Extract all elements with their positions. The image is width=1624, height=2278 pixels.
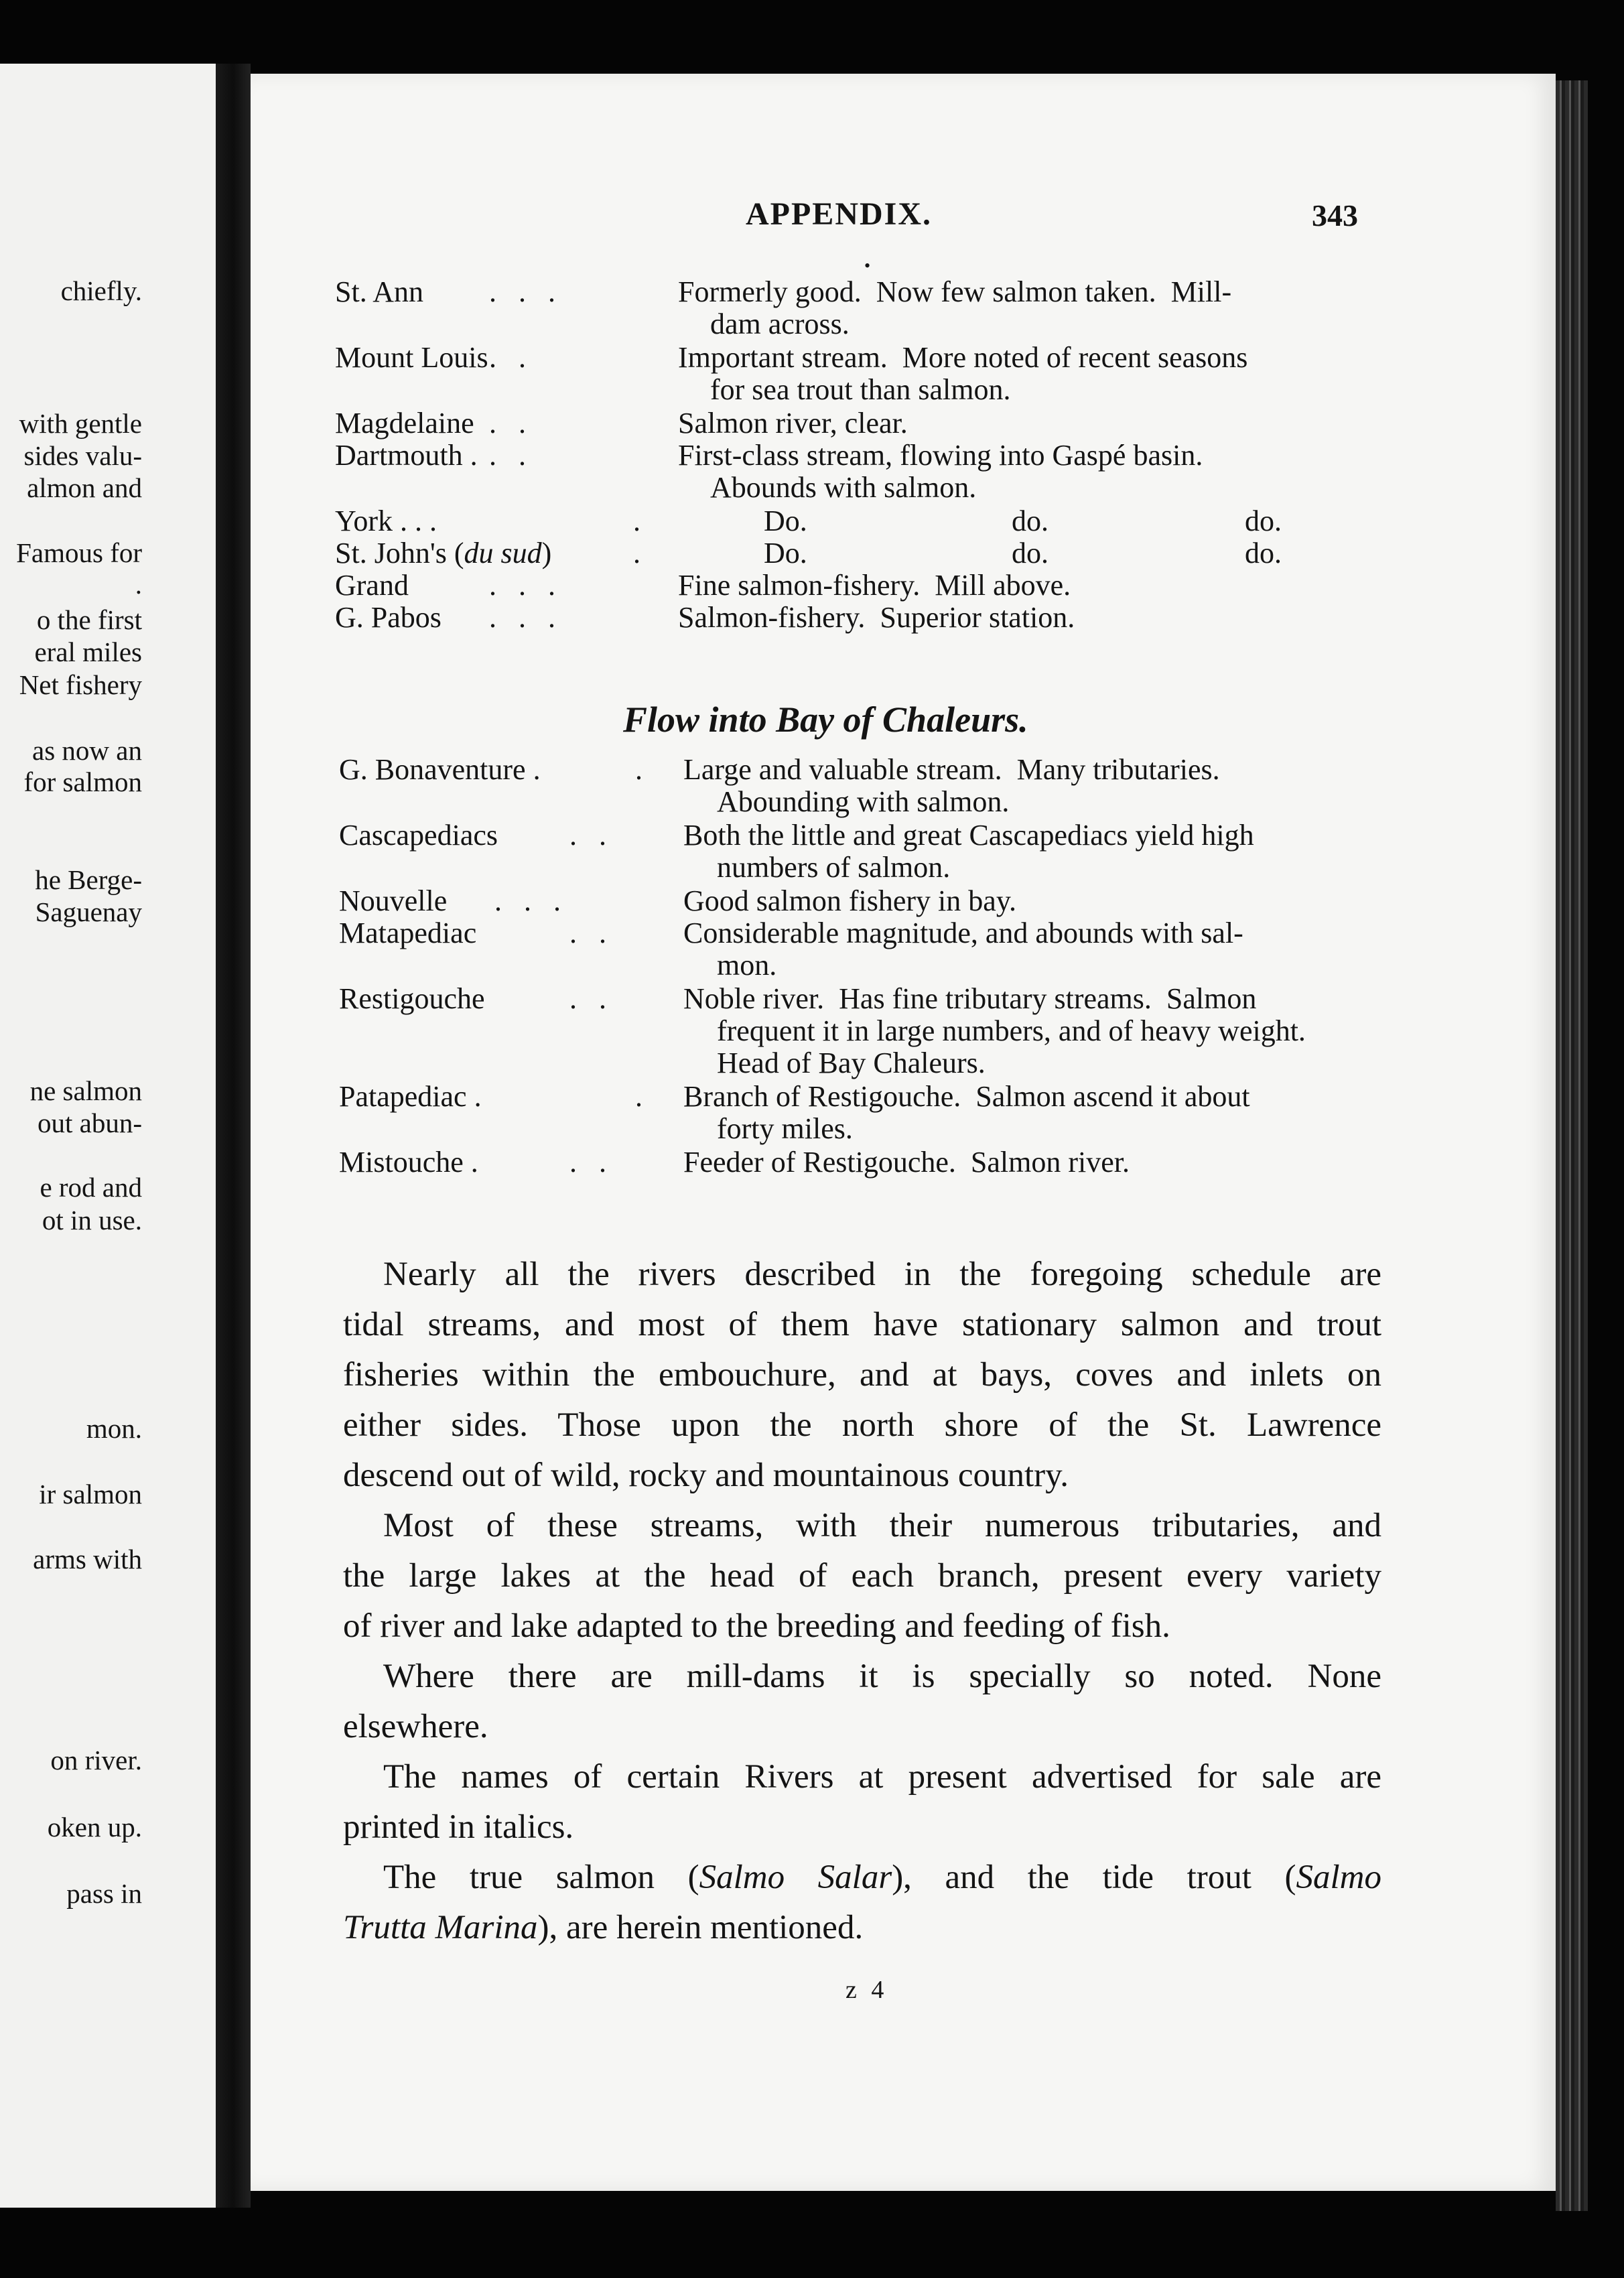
ditto-mark: Do. <box>764 537 807 570</box>
river-description: Important stream. More noted of recent seasons <box>678 341 1248 374</box>
signature-mark: z 4 <box>845 1976 888 2004</box>
river-description-cont: dam across. <box>710 308 850 340</box>
river-name: G. Pabos <box>335 601 442 634</box>
river-name: Patapediac . <box>339 1080 482 1113</box>
text-line: the large lakes at the head of each branch, present every variety <box>343 1557 1381 1595</box>
italic-term: Salmo Salar <box>699 1859 892 1896</box>
river-description-cont: for sea trout than salmon. <box>710 373 1011 406</box>
left-page-line <box>0 1174 216 1201</box>
river-name: G. Bonaventure . <box>339 753 541 786</box>
left-page-line <box>0 1110 216 1137</box>
paragraph-2 <box>343 1501 1381 1652</box>
book-binding <box>216 64 251 2208</box>
text-run: ), and the tide trout ( <box>892 1859 1296 1896</box>
left-page-line <box>0 636 216 667</box>
section-heading: Flow into Bay of Chaleurs. <box>623 699 1028 740</box>
leader-dots: . <box>635 1080 642 1113</box>
left-page-line <box>0 474 216 502</box>
leader-dots: . . <box>489 407 526 440</box>
left-page-line-text: sides valu- <box>23 440 142 471</box>
paragraph-5 <box>343 1853 1381 1953</box>
left-page-line <box>0 768 216 796</box>
text-line: either sides. Those upon the north shore of the St. Lawrence <box>343 1406 1381 1444</box>
paragraph-1 <box>343 1250 1381 1501</box>
left-page-line-text: for salmon <box>23 766 142 797</box>
italic-term: Trutta Marina <box>343 1909 538 1946</box>
text-line: fisheries within the embouchure, and at bays, coves and inlets on <box>343 1356 1381 1394</box>
left-page-line <box>0 671 216 699</box>
river-name: Dartmouth . <box>335 439 478 472</box>
river-description-cont: numbers of salmon. <box>717 851 951 884</box>
leader-dots: . . . <box>489 275 555 308</box>
text-line: descend out of wild, rocky and mountainous country. <box>343 1457 1069 1494</box>
river-name: Nouvelle <box>339 884 448 917</box>
left-page-line-text: Saguenay <box>35 896 142 927</box>
left-page-line <box>0 1747 216 1774</box>
river-name: Matapediac <box>339 917 477 949</box>
leader-dots: . . . <box>494 884 561 917</box>
leader-dots: . <box>635 753 642 786</box>
left-page-line <box>0 1546 216 1573</box>
left-page-line <box>0 866 216 894</box>
river-description-cont: Abounding with salmon. <box>717 785 1010 818</box>
leader-dots: . . . <box>489 601 555 634</box>
leader-dots: . . <box>569 982 606 1015</box>
left-page-line-text: ne salmon <box>29 1075 142 1106</box>
left-page-line-text: eral miles <box>34 636 142 667</box>
ditto-mark: do. <box>1012 537 1048 570</box>
river-description: Salmon-fishery. Superior station. <box>678 601 1075 634</box>
text-line: Nearly all the rivers described in the foregoing schedule are <box>383 1256 1381 1293</box>
river-name: Magdelaine <box>335 407 474 440</box>
bullet-mark: • <box>864 256 871 275</box>
left-page-line <box>0 737 216 764</box>
river-name: Grand <box>335 569 409 602</box>
river-description: Feeder of Restigouche. Salmon river. <box>683 1146 1130 1179</box>
leader-dots: . . <box>569 917 606 949</box>
river-name: Mount Louis <box>335 341 488 374</box>
river-name-text: St. John's ( <box>335 537 464 570</box>
river-name: York . . . <box>335 505 437 537</box>
left-page-line-text: mon. <box>86 1413 142 1444</box>
left-page-line-text: almon and <box>27 472 142 503</box>
left-page-line-text: o the first <box>36 604 142 635</box>
leader-dots: . <box>633 505 640 537</box>
ditto-mark: do. <box>1012 505 1048 537</box>
left-page-line <box>0 539 216 567</box>
river-description: First-class stream, flowing into Gaspé basin. <box>678 439 1203 472</box>
text-line: printed in italics. <box>343 1808 574 1846</box>
left-page-line-text: e rod and <box>40 1172 142 1203</box>
paragraph-3 <box>343 1652 1381 1752</box>
left-page-line <box>0 277 216 305</box>
text-line: Most of these streams, with their numerous tributaries, and <box>383 1507 1381 1544</box>
left-page-line-text: oken up. <box>47 1812 142 1842</box>
river-description: Large and valuable stream. Many tributaries. <box>683 753 1220 786</box>
left-page-line <box>0 571 216 598</box>
left-page-line-text: . <box>135 569 142 600</box>
text-line <box>343 1853 1381 1903</box>
text-line: The names of certain Rivers at present advertised for sale are <box>383 1758 1381 1796</box>
text-line: Where there are mill-dams it is specially so noted. None <box>383 1658 1381 1695</box>
page-edge <box>1556 80 1588 2211</box>
river-name: Mistouche . <box>339 1146 478 1179</box>
river-name: St. Ann <box>335 275 424 308</box>
leader-dots: . . <box>569 819 606 852</box>
text-line <box>343 1903 1381 1953</box>
leader-dots: . . <box>489 439 526 472</box>
left-page-line-text: chiefly. <box>60 275 142 306</box>
left-page-line <box>0 1415 216 1443</box>
left-page-line-text: Net fishery <box>19 669 142 700</box>
running-title: APPENDIX. <box>746 196 932 232</box>
river-description-cont: forty miles. <box>717 1112 853 1145</box>
river-name: Cascapediacs <box>339 819 498 852</box>
left-facing-page <box>0 64 216 2208</box>
river-description: Considerable magnitude, and abounds with sal- <box>683 917 1243 949</box>
left-page-line <box>0 1207 216 1234</box>
river-description: Noble river. Has fine tributary streams. Salmon <box>683 982 1257 1015</box>
river-description: Fine salmon-fishery. Mill above. <box>678 569 1071 602</box>
river-name <box>335 537 551 570</box>
river-name: Restigouche <box>339 982 485 1015</box>
ditto-mark: do. <box>1245 505 1282 537</box>
left-page-line-text: as now an <box>32 735 142 766</box>
river-description: Formerly good. Now few salmon taken. Mill- <box>678 275 1232 308</box>
text-line: tidal streams, and most of them have stationary salmon and trout <box>343 1306 1381 1343</box>
left-page-line <box>0 898 216 926</box>
italic-term: Salmo <box>1296 1859 1381 1896</box>
left-page-line <box>0 1481 216 1508</box>
leader-dots: . <box>633 537 640 570</box>
left-page-line-text: out abun- <box>38 1108 142 1138</box>
river-description-cont: frequent it in large numbers, and of heavy weight. <box>717 1014 1306 1047</box>
leader-dots: . . <box>569 1146 606 1179</box>
left-page-line <box>0 1814 216 1841</box>
left-page-line-text: on river. <box>50 1745 142 1776</box>
river-description: Both the little and great Cascapediacs yield high <box>683 819 1254 852</box>
river-description-cont: Head of Bay Chaleurs. <box>717 1047 986 1079</box>
river-description-cont: mon. <box>717 949 777 982</box>
left-page-line-text: he Berge- <box>35 864 142 895</box>
paragraph-4 <box>343 1752 1381 1853</box>
left-page-line <box>0 410 216 438</box>
text-run: The true salmon ( <box>383 1859 699 1896</box>
ditto-mark: Do. <box>764 505 807 537</box>
river-name-italic: du sud <box>464 537 542 570</box>
river-description: Branch of Restigouche. Salmon ascend it about <box>683 1080 1250 1113</box>
left-page-line-text: with gentle <box>19 408 142 439</box>
left-page-line-text: pass in <box>66 1878 142 1909</box>
left-page-line-text: Famous for <box>16 537 142 568</box>
river-description: Salmon river, clear. <box>678 407 908 440</box>
text-line: elsewhere. <box>343 1708 488 1745</box>
river-name-text: ) <box>541 537 552 570</box>
text-run: ), are herein mentioned. <box>537 1909 864 1946</box>
leader-dots: . . . <box>489 569 555 602</box>
river-description: Good salmon fishery in bay. <box>683 884 1016 917</box>
ditto-mark: do. <box>1245 537 1282 570</box>
body-text <box>343 1250 1381 1953</box>
left-page-line-text: ot in use. <box>42 1205 142 1235</box>
left-page-line <box>0 1880 216 1907</box>
left-page-line <box>0 606 216 634</box>
left-page-line <box>0 442 216 470</box>
left-page-line-text: ir salmon <box>39 1479 142 1510</box>
leader-dots: . . <box>489 341 526 374</box>
river-description-cont: Abounds with salmon. <box>710 471 977 504</box>
left-page-line-text: arms with <box>33 1544 142 1574</box>
left-page-line <box>0 1077 216 1105</box>
page-number: 343 <box>1312 198 1358 232</box>
text-line: of river and lake adapted to the breeding and feeding of fish. <box>343 1607 1170 1645</box>
